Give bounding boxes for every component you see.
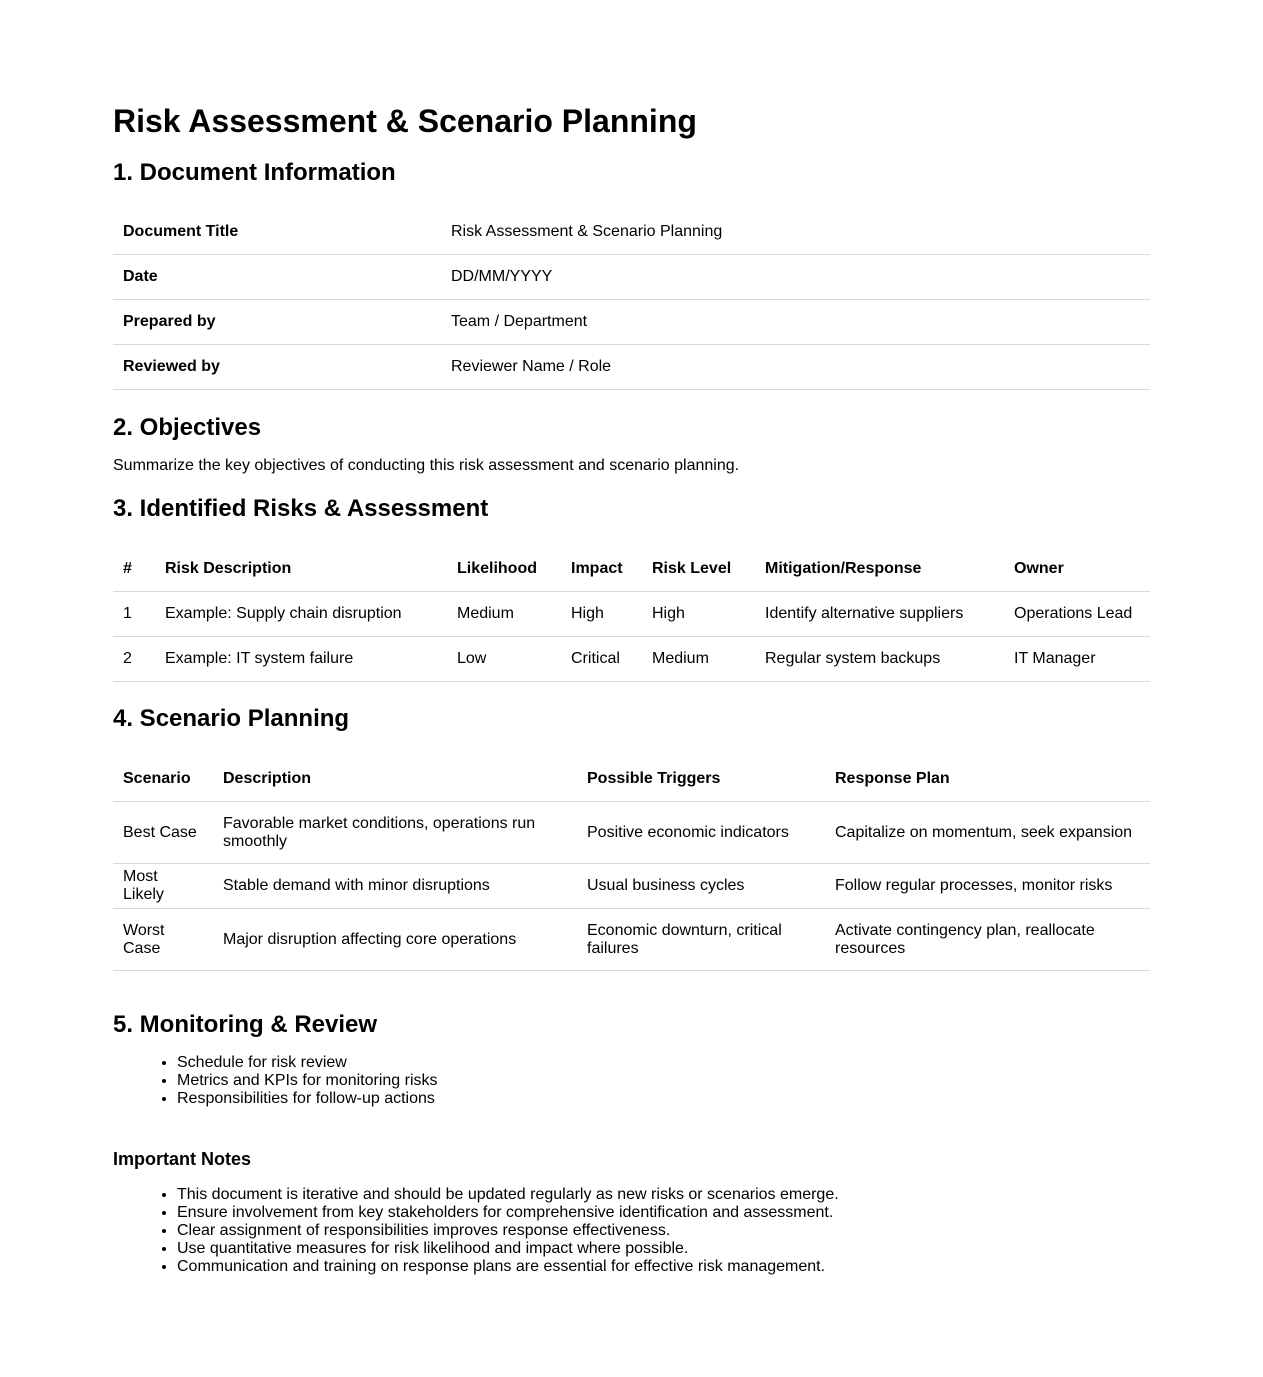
risk-mitigation: Identify alternative suppliers: [755, 592, 1004, 637]
col-response-plan: Response Plan: [825, 756, 1150, 802]
table-header-row: [113, 756, 1150, 802]
risk-number: 2: [113, 637, 155, 682]
reviewed-by-label: Reviewed by: [113, 345, 441, 390]
scenario-name: Best Case: [113, 802, 213, 864]
scenario-name: Worst Case: [113, 909, 213, 971]
col-risk-level: Risk Level: [642, 546, 755, 592]
page-title: Risk Assessment & Scenario Planning: [113, 103, 697, 139]
monitoring-list: [113, 1054, 438, 1108]
list-item: • This document is iterative and should be updated regularly as new risks or scenarios emerge.: [177, 1186, 839, 1204]
table-row: [113, 909, 1150, 971]
risk-owner: IT Manager: [1004, 637, 1150, 682]
table-row: [113, 864, 1150, 909]
scenario-triggers: Usual business cycles: [577, 864, 825, 909]
list-item: • Schedule for risk review: [177, 1054, 438, 1072]
objectives-text: Summarize the key objectives of conducting this risk assessment and scenario planning.: [113, 457, 740, 474]
scenarios-table: [113, 756, 1150, 971]
prepared-by-value: Team / Department: [441, 300, 1150, 345]
doc-info-heading: 1. Document Information: [113, 159, 396, 186]
list-item: • Use quantitative measures for risk likelihood and impact where possible.: [177, 1240, 839, 1258]
scenario-response: Follow regular processes, monitor risks: [825, 864, 1150, 909]
scenario-triggers: Economic downturn, critical failures: [577, 909, 825, 971]
scenarios-heading: 4. Scenario Planning: [113, 705, 350, 732]
risk-number: 1: [113, 592, 155, 637]
col-scenario: Scenario: [113, 756, 213, 802]
table-row: [113, 802, 1150, 864]
doc-info-table: [113, 210, 1150, 390]
risk-owner: Operations Lead: [1004, 592, 1150, 637]
doc-title-value: Risk Assessment & Scenario Planning: [441, 210, 1150, 255]
doc-title-label: Document Title: [113, 210, 441, 255]
table-row: [113, 210, 1150, 255]
col-description: Description: [213, 756, 577, 802]
table-row: [113, 300, 1150, 345]
list-item: • Ensure involvement from key stakeholders for comprehensive identification and assessment.: [177, 1204, 839, 1222]
col-number: #: [113, 546, 155, 592]
table-row: [113, 592, 1150, 637]
risks-table: [113, 546, 1150, 682]
risk-description: Example: IT system failure: [155, 637, 447, 682]
col-mitigation: Mitigation/Response: [755, 546, 1004, 592]
table-row: [113, 255, 1150, 300]
list-item: • Metrics and KPIs for monitoring risks: [177, 1072, 438, 1090]
scenario-description: Major disruption affecting core operations: [213, 909, 577, 971]
col-risk-description: Risk Description: [155, 546, 447, 592]
risk-impact: Critical: [561, 637, 642, 682]
risk-mitigation: Regular system backups: [755, 637, 1004, 682]
objectives-heading: 2. Objectives: [113, 414, 262, 441]
col-owner: Owner: [1004, 546, 1150, 592]
risks-heading: 3. Identified Risks & Assessment: [113, 495, 489, 522]
reviewed-by-value: Reviewer Name / Role: [441, 345, 1150, 390]
col-likelihood: Likelihood: [447, 546, 561, 592]
table-row: [113, 345, 1150, 390]
risk-likelihood: Medium: [447, 592, 561, 637]
list-item: • Clear assignment of responsibilities improves response effectiveness.: [177, 1222, 839, 1240]
list-item: • Responsibilities for follow-up actions: [177, 1090, 438, 1108]
scenario-response: Capitalize on momentum, seek expansion: [825, 802, 1150, 864]
risk-description: Example: Supply chain disruption: [155, 592, 447, 637]
risk-level: High: [642, 592, 755, 637]
notes-heading: Important Notes: [113, 1149, 252, 1169]
col-impact: Impact: [561, 546, 642, 592]
risk-likelihood: Low: [447, 637, 561, 682]
scenario-triggers: Positive economic indicators: [577, 802, 825, 864]
scenario-description: Favorable market conditions, operations run smoothly: [213, 802, 577, 864]
risk-level: Medium: [642, 637, 755, 682]
table-header-row: [113, 546, 1150, 592]
monitoring-heading: 5. Monitoring & Review: [113, 1011, 378, 1038]
notes-list: [113, 1186, 839, 1276]
scenario-description: Stable demand with minor disruptions: [213, 864, 577, 909]
table-row: [113, 637, 1150, 682]
list-item: • Communication and training on response plans are essential for effective risk management.: [177, 1258, 839, 1276]
scenario-response: Activate contingency plan, reallocate resources: [825, 909, 1150, 971]
date-value: DD/MM/YYYY: [441, 255, 1150, 300]
date-label: Date: [113, 255, 441, 300]
scenario-name: Most Likely: [113, 864, 213, 909]
prepared-by-label: Prepared by: [113, 300, 441, 345]
risk-impact: High: [561, 592, 642, 637]
col-triggers: Possible Triggers: [577, 756, 825, 802]
